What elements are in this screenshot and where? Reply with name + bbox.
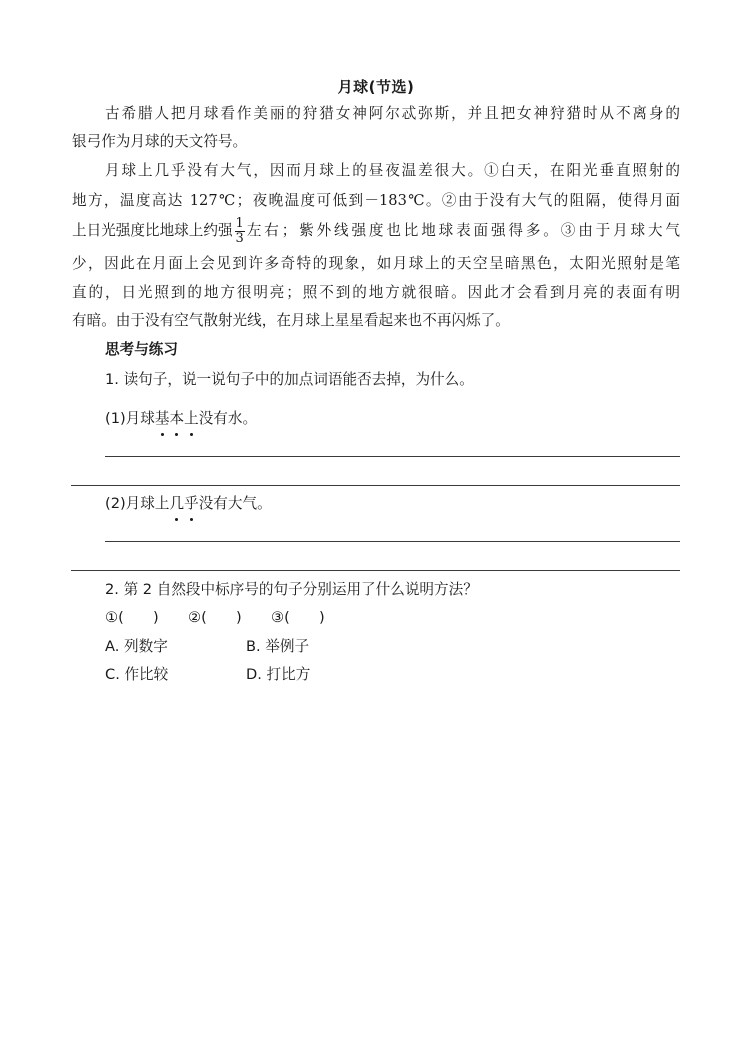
- passage-line-fraction: [72, 215, 680, 246]
- q1-item-1: [105, 409, 257, 429]
- emphasized-char: 上: [184, 410, 199, 427]
- q2-prompt: 2. 第 2 自然段中标序号的句子分别运用了什么说明方法？: [105, 581, 478, 598]
- emphasized-char: 乎: [184, 495, 199, 512]
- fraction-after: 左右；紫外线强度也比地球表面强得多。③由于月球大气: [246, 222, 680, 239]
- page-title: 月球(节选): [337, 78, 415, 96]
- q2-option-a: A. 列数字: [105, 638, 168, 655]
- emphasized-char: 本: [169, 410, 185, 427]
- q1-item-2-suffix: 没有大气。: [198, 495, 272, 512]
- answer-line[interactable]: [71, 485, 680, 486]
- q2-blank-3[interactable]: ③( ): [271, 609, 325, 626]
- q1-item-2-prefix: (2)月球上: [105, 495, 170, 512]
- q2-option-b: B. 举例子: [246, 638, 310, 655]
- answer-line[interactable]: [105, 456, 680, 457]
- q1-item-2: [105, 494, 272, 514]
- fraction-numerator: 1: [235, 215, 244, 231]
- passage-line: 月球上几乎没有大气，因而月球上的昼夜温差很大。①白天，在阳光垂直照射的: [105, 162, 680, 179]
- fraction-before: 上日光强度比地球上约强: [72, 222, 233, 239]
- emphasized-char: 几: [169, 495, 185, 512]
- fraction: [235, 217, 245, 246]
- answer-line[interactable]: [105, 541, 680, 542]
- passage-line: 直的，日光照到的地方很明亮；照不到的地方就很暗。因此才会看到月亮的表面有明: [72, 284, 680, 301]
- q1-prompt: 1. 读句子，说一说句子中的加点词语能否去掉，为什么。: [105, 371, 474, 388]
- passage-line: 地方，温度高达 127℃；夜晚温度可低到－183℃。②由于没有大气的阻隔，使得月面: [72, 192, 680, 209]
- answer-line[interactable]: [71, 570, 680, 571]
- passage-line: 有暗。由于没有空气散射光线，在月球上星星看起来也不再闪烁了。: [72, 312, 510, 329]
- passage-line: 少，因此在月面上会见到许多奇特的现象，如月球上的天空呈暗黑色，太阳光照射是笔: [72, 255, 680, 272]
- q2-blank-1[interactable]: ①( ): [105, 609, 159, 626]
- q2-option-c: C. 作比较: [105, 666, 169, 683]
- q2-option-d: D. 打比方: [246, 666, 311, 683]
- exercises-heading: 思考与练习: [105, 341, 178, 358]
- fraction-denominator: 3: [235, 230, 244, 246]
- q1-item-1-suffix: 没有水。: [198, 410, 258, 427]
- q2-blank-2[interactable]: ②( ): [188, 609, 242, 626]
- passage-line: 银弓作为月球的天文符号。: [72, 133, 248, 150]
- emphasized-char: 基: [154, 410, 170, 427]
- q1-item-1-prefix: (1)月球: [105, 410, 155, 427]
- passage-line: 古希腊人把月球看作美丽的狩猎女神阿尔忒弥斯，并且把女神狩猎时从不离身的: [105, 105, 680, 122]
